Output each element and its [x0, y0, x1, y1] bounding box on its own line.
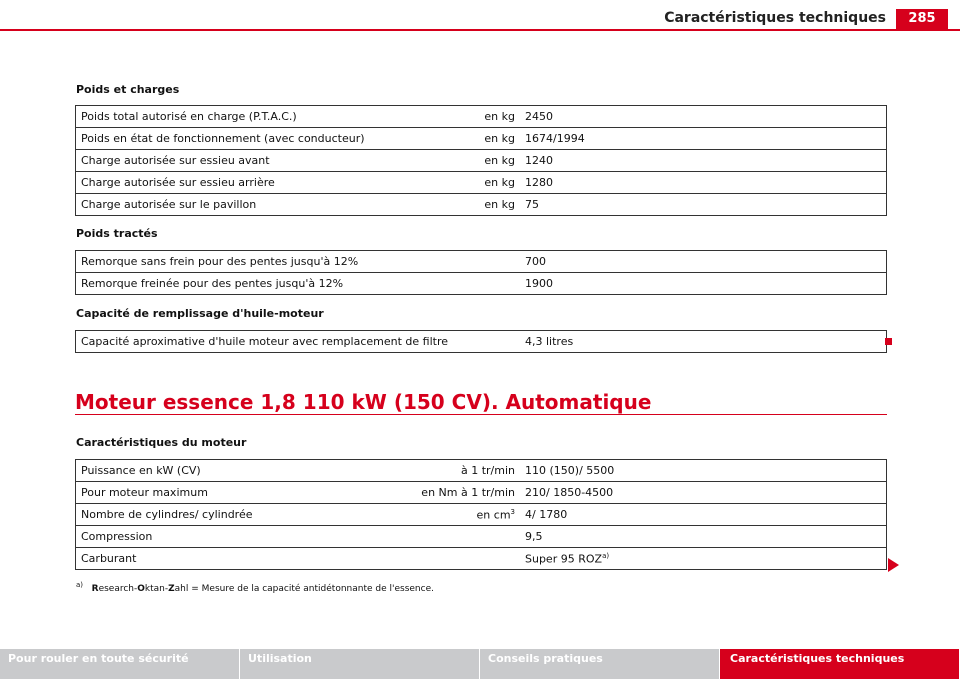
- footnote-z-rest: ahl = Mesure de la capacité antidétonnante de l'essence.: [174, 584, 434, 594]
- row-value: 700: [520, 251, 887, 273]
- row-label: Compression: [76, 526, 383, 548]
- row-unit: en kg: [382, 172, 520, 194]
- table-row: [76, 331, 887, 353]
- table-row: [76, 251, 887, 273]
- row-label: Charge autorisée sur le pavillon: [76, 194, 383, 216]
- table-poids-tractes: [75, 250, 887, 295]
- title-underline: [75, 414, 887, 415]
- row-value: 4,3 litres: [520, 331, 887, 353]
- table-row: [76, 548, 887, 570]
- row-value: 1900: [520, 273, 887, 295]
- row-value: 1280: [520, 172, 887, 194]
- unit-superscript: 3: [510, 507, 515, 516]
- row-value: 75: [520, 194, 887, 216]
- red-square-end-icon: [885, 338, 892, 345]
- row-value: 2450: [520, 106, 887, 128]
- footnote-r-rest: esearch-: [98, 584, 138, 594]
- row-value: 1674/1994: [520, 128, 887, 150]
- footer-tab-utilisation[interactable]: Utilisation: [240, 649, 480, 679]
- table-row: [76, 194, 887, 216]
- footnote: [76, 581, 434, 594]
- red-triangle-arrow-icon: [888, 558, 899, 572]
- value-footnote-ref: a): [602, 551, 610, 560]
- section-heading-moteur: Caractéristiques du moteur: [76, 436, 247, 449]
- table-row: [76, 482, 887, 504]
- row-unit: en cm: [476, 508, 511, 522]
- row-label: Puissance en kW (CV): [76, 460, 383, 482]
- section-title-moteur: Moteur essence 1,8 110 kW (150 CV). Automatique: [75, 390, 652, 414]
- row-label: Pour moteur maximum: [76, 482, 383, 504]
- row-label: Carburant: [76, 548, 383, 570]
- page-header-title: Caractéristiques techniques: [664, 10, 886, 26]
- row-value: 1240: [520, 150, 887, 172]
- section-heading-poids-tractes: Poids tractés: [76, 227, 158, 240]
- row-unit: en kg: [382, 128, 520, 150]
- row-unit: en kg: [382, 106, 520, 128]
- row-label: Remorque sans frein pour des pentes jusqu'à 12%: [76, 251, 521, 273]
- row-unit-cell: [382, 504, 520, 526]
- row-unit: à 1 tr/min: [382, 460, 520, 482]
- table-row: [76, 172, 887, 194]
- row-label: Poids total autorisé en charge (P.T.A.C.): [76, 106, 383, 128]
- table-huile: [75, 330, 887, 353]
- page-number: 285: [896, 9, 948, 29]
- row-label: Charge autorisée sur essieu avant: [76, 150, 383, 172]
- footer-tab-caracteristiques[interactable]: Caractéristiques techniques: [720, 649, 960, 679]
- footnote-marker: a): [76, 581, 84, 589]
- table-row: [76, 150, 887, 172]
- table-poids-charges: [75, 105, 887, 216]
- footnote-o: O: [137, 584, 145, 594]
- section-heading-huile: Capacité de remplissage d'huile-moteur: [76, 307, 324, 320]
- row-unit: en kg: [382, 194, 520, 216]
- footnote-r: R: [91, 584, 99, 594]
- row-label: Nombre de cylindres/ cylindrée: [76, 504, 383, 526]
- row-value: Super 95 ROZ: [525, 552, 603, 566]
- row-unit: en Nm à 1 tr/min: [382, 482, 520, 504]
- footer-tab-securite[interactable]: Pour rouler en toute sécurité: [0, 649, 240, 679]
- row-value: 210/ 1850-4500: [520, 482, 887, 504]
- row-unit: [382, 526, 520, 548]
- row-value-cell: [520, 548, 887, 570]
- table-row: [76, 526, 887, 548]
- row-label: Poids en état de fonctionnement (avec conducteur): [76, 128, 383, 150]
- table-row: [76, 460, 887, 482]
- row-unit: en kg: [382, 150, 520, 172]
- section-heading-poids-charges: Poids et charges: [76, 83, 180, 96]
- row-unit: [382, 548, 520, 570]
- footnote-z: Z: [168, 584, 175, 594]
- table-row: [76, 273, 887, 295]
- row-value: 4/ 1780: [520, 504, 887, 526]
- row-value: 9,5: [520, 526, 887, 548]
- row-label: Remorque freinée pour des pentes jusqu'à 12%: [76, 273, 521, 295]
- footnote-o-rest: ktan-: [144, 584, 169, 594]
- row-label: Capacité aproximative d'huile moteur avec remplacement de filtre: [76, 331, 521, 353]
- table-row: [76, 128, 887, 150]
- row-value: 110 (150)/ 5500: [520, 460, 887, 482]
- footer-tab-conseils[interactable]: Conseils pratiques: [480, 649, 720, 679]
- row-label: Charge autorisée sur essieu arrière: [76, 172, 383, 194]
- table-row: [76, 504, 887, 526]
- header-divider: [0, 29, 960, 31]
- table-row: [76, 106, 887, 128]
- table-moteur: [75, 459, 887, 570]
- footer-nav: [0, 649, 960, 679]
